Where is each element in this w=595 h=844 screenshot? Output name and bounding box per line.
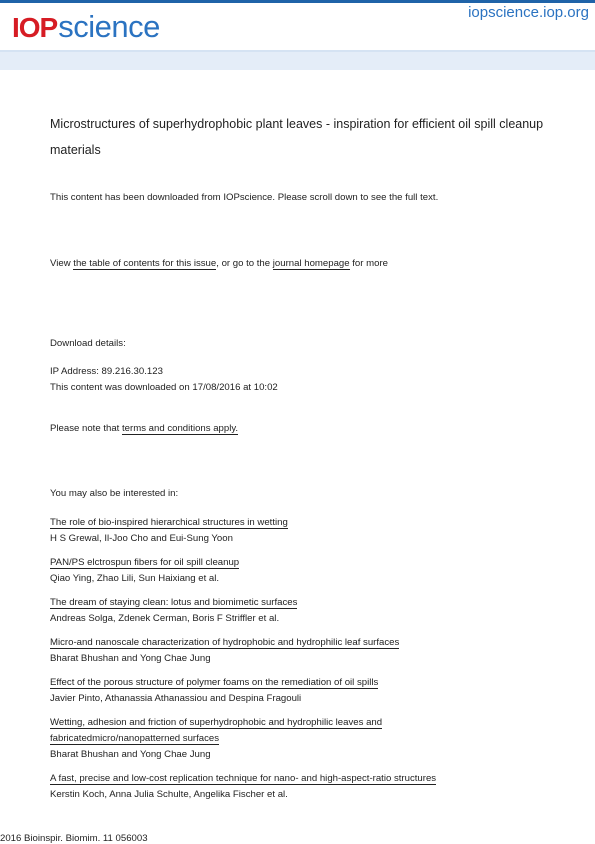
ip-address: IP Address: 89.216.30.123: [50, 366, 163, 377]
site-url-link[interactable]: iopscience.iop.org: [468, 4, 589, 21]
related-authors-3: Andreas Solga, Zdenek Cerman, Boris F Striffler et al.: [50, 613, 280, 624]
footer-citation: 2016 Bioinspir. Biomim. 11 056003: [0, 833, 148, 844]
related-title-4[interactable]: [50, 635, 399, 651]
terms-and-conditions-link[interactable]: terms and conditions apply.: [122, 423, 239, 434]
related-title-2[interactable]: [50, 555, 239, 571]
view-line: [50, 258, 388, 269]
related-title-5[interactable]: [50, 675, 378, 691]
table-of-contents-link[interactable]: the table of contents for this issue: [73, 258, 217, 269]
related-authors-7: Kerstin Koch, Anna Julia Schulte, Angelika Fischer et al.: [50, 789, 288, 800]
related-title-6[interactable]: [50, 715, 382, 731]
view-middle: , or go to the: [216, 258, 273, 269]
view-prefix: View: [50, 258, 74, 269]
site-header: [0, 0, 595, 70]
related-title-5-text[interactable]: Effect of the porous structure of polymer foams on the remediation of oil spills: [50, 677, 379, 688]
terms-prefix: Please note that: [50, 423, 123, 434]
logo-science-text: science: [58, 9, 160, 44]
terms-line: [50, 423, 238, 434]
article-title: Microstructures of superhydrophobic plant leaves - inspiration for efficient oil spill cleanup materials: [50, 117, 544, 157]
journal-homepage-link[interactable]: journal homepage: [272, 258, 350, 269]
related-title-7[interactable]: [50, 771, 436, 787]
related-title-7-text[interactable]: A fast, precise and low-cost replication technique for nano- and high-aspect-ratio structures: [50, 773, 437, 784]
related-title-6-line1[interactable]: Wetting, adhesion and friction of superhydrophobic and hydrophilic leaves and: [50, 717, 383, 728]
related-title-2-text[interactable]: PAN/PS elctrospun fibers for oil spill cleanup: [50, 557, 240, 568]
related-title-6-cont[interactable]: [50, 731, 219, 747]
related-title-3[interactable]: [50, 595, 297, 611]
also-interested-heading: You may also be interested in:: [50, 488, 179, 499]
related-authors-2: Qiao Ying, Zhao Lili, Sun Haixiang et al.: [50, 573, 220, 584]
download-details-heading: Download details:: [50, 338, 126, 349]
related-authors-1: H S Grewal, Il-Joo Cho and Eui-Sung Yoon: [50, 533, 233, 544]
header-band: [0, 52, 595, 70]
related-title-1-text[interactable]: The role of bio-inspired hierarchical structures in wetting: [50, 517, 288, 528]
related-authors-6: Bharat Bhushan and Yong Chae Jung: [50, 749, 211, 760]
download-notice: This content has been downloaded from IOPscience. Please scroll down to see the full text.: [50, 192, 439, 203]
related-title-4-text[interactable]: Micro-and nanoscale characterization of hydrophobic and hydrophilic leaf surfaces: [50, 637, 400, 648]
iopscience-logo[interactable]: [12, 2, 160, 42]
related-title-3-text[interactable]: The dream of staying clean: lotus and biomimetic surfaces: [50, 597, 298, 608]
view-suffix: for more: [349, 258, 388, 269]
downloaded-on: This content was downloaded on 17/08/2016 at 10:02: [50, 382, 278, 393]
related-authors-4: Bharat Bhushan and Yong Chae Jung: [50, 653, 211, 664]
related-title-6-line2[interactable]: fabricatedmicro/nanopatterned surfaces: [50, 733, 220, 744]
related-authors-5: Javier Pinto, Athanassia Athanassiou and Despina Fragouli: [50, 693, 302, 704]
logo-iop-text: IOP: [12, 12, 58, 43]
related-title-1[interactable]: [50, 515, 288, 531]
